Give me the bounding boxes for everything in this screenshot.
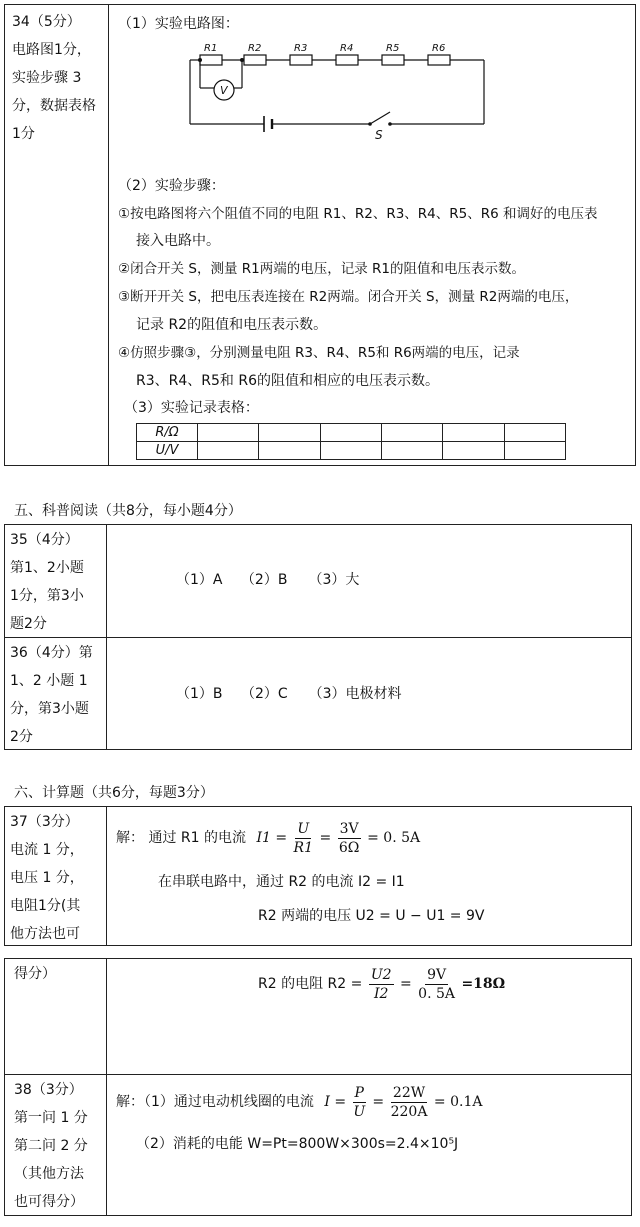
table-row <box>137 424 566 442</box>
q35-answer: （1）A （2）B （3）大 <box>176 572 360 588</box>
label-r3: R3 <box>294 43 308 54</box>
q37-divider <box>106 806 107 946</box>
q37-result: = 0. 5A <box>367 830 421 846</box>
q34-divider <box>108 4 109 466</box>
q37b-resistance: R2 的电阻 R2 = $\frac{U2}{I2}$ = $\frac{9V}{0. 5A}$ =18Ω <box>258 966 506 1002</box>
step4-line1: ④仿照步骤③，分别测量电阻 R3、R4、R5和 R6两端的电压，记录 <box>118 345 520 361</box>
step3-line2: 记录 R2的阻值和电压表示数。 <box>136 317 328 333</box>
label-r5: R5 <box>386 43 400 54</box>
step1-line2: 接入电路中。 <box>136 233 220 249</box>
q37b-fraction-u2-i2: $\frac{U2}{I2}$ <box>370 966 392 1002</box>
resistor-r5 <box>382 55 404 65</box>
table-title: （3）实验记录表格： <box>124 400 259 416</box>
q35-score-note: 35（4分） 第1、2小题 1分，第3小 题2分 <box>10 532 84 632</box>
label-r6: R6 <box>432 43 446 54</box>
label-r4: R4 <box>340 43 354 54</box>
step3-line1: ③断开开关 S，把电压表连接在 R2两端。闭合开关 S，测量 R2两端的电压， <box>118 289 579 305</box>
step2: ②闭合开关 S，测量 R1两端的电压，记录 R1的阻值和电压表示数。 <box>118 261 525 277</box>
circuit-title: （1）实验电路图： <box>118 16 239 32</box>
circuit-diagram <box>180 40 500 140</box>
resistor-r1 <box>200 55 222 65</box>
q37-line2: 在串联电路中，通过 R2 的电流 I2 = I1 <box>158 874 405 890</box>
label-r2: R2 <box>248 43 262 54</box>
q38-result: = 0.1A <box>433 1094 483 1110</box>
label-r1: R1 <box>204 43 218 54</box>
q38-score-note: 38（3分） 第一问 1 分 第二问 2 分 （其他方法 也可得分） <box>14 1082 88 1210</box>
resistor-r3 <box>290 55 312 65</box>
voltmeter-label: V <box>220 84 228 97</box>
q38-line2: （2）消耗的电能 W=Pt=800W×300s=2.4×10⁵J <box>136 1136 459 1152</box>
q37b-fraction-values: $\frac{9V}{0. 5A}$ <box>418 966 455 1002</box>
q36-answer: （1）B （2）C （3）电极材料 <box>176 686 402 702</box>
q38-fraction-p-u: $\frac{P}{U}$ <box>353 1084 366 1120</box>
steps-title: （2）实验步骤： <box>118 178 225 194</box>
q37-i1: I1 = <box>256 830 288 846</box>
record-table <box>136 423 566 460</box>
q37-fraction-values: $\frac{3V}{6\Omega}$ <box>338 820 360 856</box>
row-label-voltage: U/V <box>137 442 198 460</box>
q36-score-note: 36（4分）第 1、2 小题 1 分，第3小题 2分 <box>10 645 93 745</box>
switch-label: S <box>375 128 383 140</box>
q37b-result: =18Ω <box>461 976 506 992</box>
section6-heading: 六、计算题（共6分，每题3分） <box>14 785 214 801</box>
step1-line1: ①按电路图将六个阻值不同的电阻 R1、R2、R3、R4、R5、R6 和调好的电压表 <box>118 206 598 222</box>
q38-fraction-values: $\frac{22W}{220A}$ <box>390 1084 428 1120</box>
section5-heading: 五、科普阅读（共8分，每小题4分） <box>14 503 242 519</box>
q37b-score-note: 得分） <box>14 966 56 982</box>
resistor-r2 <box>244 55 266 65</box>
q38-line1: 解：（1）通过电动机线圈的电流 I = $\frac{P}{U}$ = $\frac{22W}{220A}$ = 0.1A <box>116 1084 483 1120</box>
q37-line3: R2 两端的电压 U2 = U − U1 = 9V <box>258 908 485 924</box>
q37-fraction-u-r1: $\frac{U}{R1}$ <box>293 820 313 856</box>
q37-line1: 解： 通过 R1 的电流 I1 = $\frac{U}{R1}$ = $\frac{3V}{6\Omega}$ = 0. 5A <box>116 820 421 856</box>
table-row <box>137 442 566 460</box>
q37b-q38-separator <box>4 1074 632 1075</box>
q34-score-note: 34（5分） 电路图1分， 实验步骤 3 分，数据表格 1分 <box>12 14 96 142</box>
row-label-resistance: R/Ω <box>137 424 198 442</box>
resistor-r6 <box>428 55 450 65</box>
q37-score-note: 37（3分） 电流 1 分， 电压 1 分， 电阻1分(其 他方法也可 <box>10 814 84 942</box>
step4-line2: R3、R4、R5和 R6的阻值和相应的电压表示数。 <box>136 373 439 389</box>
q37b-divider <box>106 958 107 1216</box>
q37-line1-prefix: 解： 通过 R1 的电流 <box>116 830 246 846</box>
resistor-r4 <box>336 55 358 65</box>
